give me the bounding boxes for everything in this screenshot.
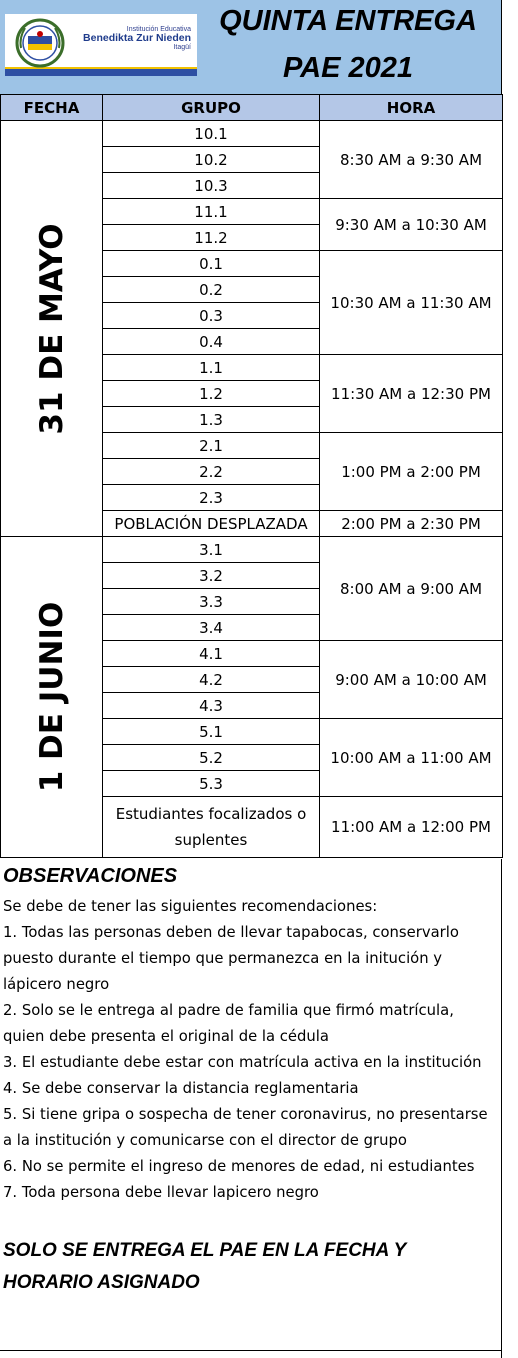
- group-cell: 10.1: [103, 121, 320, 147]
- group-cell: 0.1: [103, 251, 320, 277]
- bottom-divider: [0, 1350, 501, 1351]
- group-cell: 11.1: [103, 199, 320, 225]
- date-label: 31 DE MAYO: [33, 222, 70, 435]
- table-row: [1, 537, 503, 563]
- hour-cell: 11:30 AM a 12:30 PM: [320, 355, 503, 433]
- hour-cell: 10:00 AM a 11:00 AM: [320, 719, 503, 797]
- group-cell: 4.3: [103, 693, 320, 719]
- observations-intro: Se debe de tener las siguientes recomendaciones:: [3, 898, 378, 915]
- observation-item: 1. Todas las personas deben de llevar tapabocas, conservarlo puesto durante el tiempo que permanezca en la initución y lápicero negro: [3, 924, 459, 993]
- group-cell: 3.1: [103, 537, 320, 563]
- group-cell: 10.3: [103, 173, 320, 199]
- schedule-table: [0, 94, 503, 858]
- group-cell: 3.4: [103, 615, 320, 641]
- observation-item: 2. Solo se le entrega al padre de familia que firmó matrícula, quien debe presenta el original de la cédula: [3, 1002, 454, 1045]
- observations-title: OBSERVACIONES: [3, 865, 178, 887]
- school-logo: [5, 14, 197, 76]
- group-cell: 4.2: [103, 667, 320, 693]
- group-cell: 1.3: [103, 407, 320, 433]
- group-cell: 5.2: [103, 745, 320, 771]
- table-row: [1, 121, 503, 147]
- hour-cell: 8:30 AM a 9:30 AM: [320, 121, 503, 199]
- hour-cell: 9:30 AM a 10:30 AM: [320, 199, 503, 251]
- group-cell: POBLACIÓN DESPLAZADA: [103, 511, 320, 537]
- date-cell-2: [1, 537, 103, 858]
- hour-cell: 9:00 AM a 10:00 AM: [320, 641, 503, 719]
- observations-body: [3, 894, 497, 1206]
- group-cell: 2.2: [103, 459, 320, 485]
- group-cell: 2.3: [103, 485, 320, 511]
- final-notice: SOLO SE ENTREGA EL PAE EN LA FECHA Y HORARIO ASIGNADO: [3, 1240, 406, 1293]
- header-fecha: FECHA: [1, 95, 103, 121]
- observation-item: 5. Si tiene gripa o sospecha de tener coronavirus, no presentarse a la institución y comunicarse con el director de grupo: [3, 1106, 488, 1149]
- observations-section: [0, 859, 502, 1358]
- observation-item: 4. Se debe conservar la distancia reglamentaria: [3, 1080, 359, 1097]
- hour-cell: 8:00 AM a 9:00 AM: [320, 537, 503, 641]
- group-cell: 11.2: [103, 225, 320, 251]
- group-cell: 1.1: [103, 355, 320, 381]
- header-grupo: GRUPO: [103, 95, 320, 121]
- logo-school-name: Benedikta Zur Nieden: [83, 32, 191, 45]
- group-cell: 5.1: [103, 719, 320, 745]
- group-cell: 5.3: [103, 771, 320, 797]
- hour-cell: 1:00 PM a 2:00 PM: [320, 433, 503, 511]
- hour-cell: 11:00 AM a 12:00 PM: [320, 797, 503, 858]
- school-seal-icon: [15, 18, 65, 68]
- header: [0, 0, 502, 95]
- date-cell-1: [1, 121, 103, 537]
- group-cell: 4.1: [103, 641, 320, 667]
- group-cell: 0.2: [103, 277, 320, 303]
- group-cell: 0.4: [103, 329, 320, 355]
- group-cell: 3.3: [103, 589, 320, 615]
- observation-item: 7. Toda persona debe llevar lapicero negro: [3, 1184, 319, 1201]
- group-cell: 2.1: [103, 433, 320, 459]
- hour-cell: 2:00 PM a 2:30 PM: [320, 511, 503, 537]
- title-line-2: PAE 2021: [282, 52, 414, 84]
- group-cell: 0.3: [103, 303, 320, 329]
- observation-item: 3. El estudiante debe estar con matrícula activa en la institución: [3, 1054, 482, 1071]
- logo-city: Itagüí: [173, 44, 191, 52]
- group-cell: Estudiantes focalizados o suplentes: [103, 797, 320, 858]
- group-cell: 3.2: [103, 563, 320, 589]
- logo-subtitle: Institución Educativa: [126, 26, 191, 33]
- date-label: 1 DE JUNIO: [33, 601, 70, 793]
- group-cell: 1.2: [103, 381, 320, 407]
- group-cell: 10.2: [103, 147, 320, 173]
- observation-item: 6. No se permite el ingreso de menores de edad, ni estudiantes: [3, 1158, 475, 1175]
- hour-cell: 10:30 AM a 11:30 AM: [320, 251, 503, 355]
- title-line-1: QUINTA ENTREGA: [219, 5, 477, 37]
- table-header-row: [1, 95, 503, 121]
- header-hora: HORA: [320, 95, 503, 121]
